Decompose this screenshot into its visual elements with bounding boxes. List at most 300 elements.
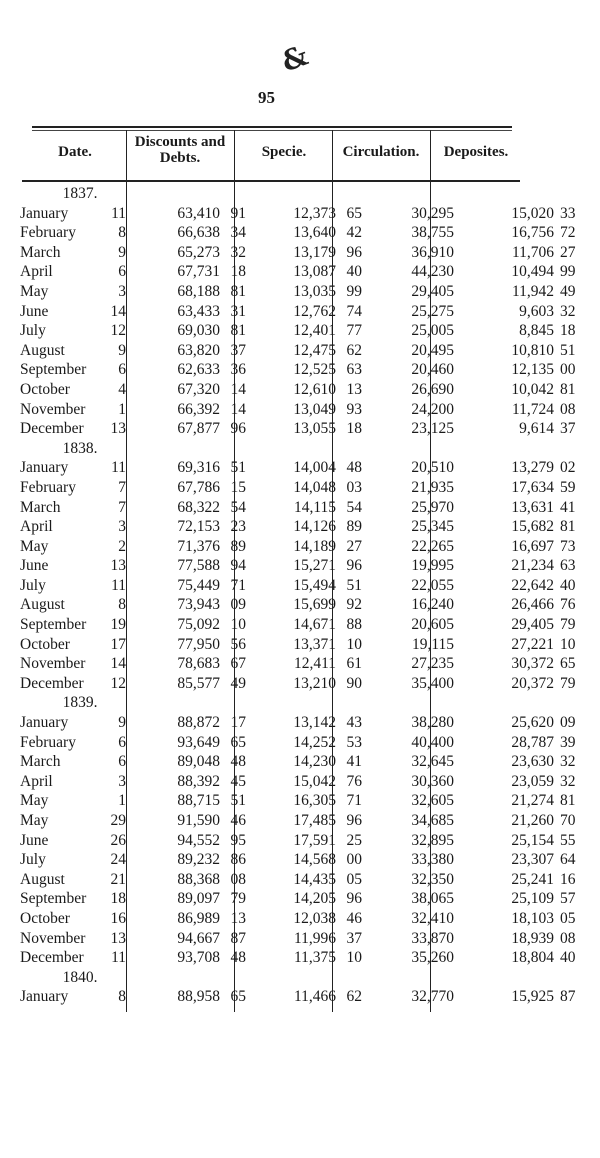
discounts-cents: 45 (230, 772, 246, 790)
specie-value: 17,485 (293, 812, 336, 829)
deposits-cents: 81 (560, 518, 576, 536)
month: December (20, 420, 84, 438)
discounts-value: 67,786 (177, 478, 220, 496)
circulation-value: 38,065 (411, 890, 454, 908)
day: 8 (118, 596, 126, 614)
table-row (20, 400, 598, 420)
circulation-value: 25,970 (411, 498, 454, 516)
table-row (20, 831, 598, 851)
specie-cents: 96 (346, 243, 362, 261)
discounts-cents: 18 (230, 263, 246, 281)
year-label: 1840. (62, 968, 98, 986)
deposits-value: 10,810 (511, 341, 554, 359)
specie-cents: 90 (346, 674, 362, 692)
deposits-value: 10,494 (511, 263, 554, 281)
deposits-cents: 33 (560, 204, 576, 222)
deposits-cents: 02 (560, 459, 576, 477)
specie-value: 14,230 (293, 753, 336, 771)
table-row (20, 733, 598, 753)
deposits-cents: 70 (560, 812, 576, 829)
specie-cents: 37 (346, 929, 362, 947)
table-row (20, 909, 598, 929)
specie-cents: 63 (346, 361, 362, 379)
discounts-value: 89,097 (177, 890, 220, 908)
day: 6 (118, 263, 126, 281)
day: 9 (118, 341, 126, 359)
specie-cents: 89 (346, 518, 362, 536)
table-row (20, 772, 598, 792)
deposits-cents: 16 (560, 870, 576, 888)
specie-cents: 71 (346, 792, 362, 810)
circulation-value: 20,605 (411, 616, 454, 634)
discounts-value: 88,392 (177, 772, 220, 790)
discounts-value: 89,232 (177, 851, 220, 869)
specie-value: 14,115 (293, 498, 336, 516)
day: 12 (110, 674, 126, 692)
deposits-cents: 37 (560, 420, 576, 438)
table-row (20, 204, 598, 224)
deposits-value: 11,724 (511, 400, 554, 418)
table-row (20, 674, 598, 694)
discounts-value: 67,877 (177, 420, 220, 438)
deposits-cents: 08 (560, 400, 576, 418)
day: 29 (110, 812, 126, 829)
table-row (20, 341, 598, 361)
bank-statement-table (20, 184, 598, 1007)
deposits-value: 16,697 (511, 537, 554, 555)
year-heading-row (20, 439, 598, 459)
deposits-value: 28,787 (511, 733, 554, 751)
discounts-cents: 23 (230, 518, 246, 536)
table-row (20, 811, 598, 831)
discounts-value: 68,188 (177, 282, 220, 300)
discounts-value: 88,368 (177, 870, 220, 888)
circulation-value: 19,115 (411, 635, 454, 653)
specie-cents: 18 (346, 420, 362, 438)
discounts-cents: 10 (230, 616, 246, 634)
specie-cents: 62 (346, 988, 362, 1006)
circulation-value: 33,380 (411, 851, 454, 869)
month: May (20, 537, 49, 555)
specie-value: 13,371 (293, 635, 336, 653)
discounts-value: 65,273 (177, 243, 220, 261)
discounts-cents: 79 (230, 890, 246, 908)
specie-value: 13,055 (293, 420, 336, 438)
specie-value: 11,375 (293, 949, 336, 967)
discounts-value: 71,376 (177, 537, 220, 555)
header-bottom-rule (22, 180, 520, 182)
specie-cents: 51 (346, 576, 362, 594)
specie-cents: 10 (346, 949, 362, 967)
specie-value: 12,610 (293, 380, 336, 398)
deposits-cents: 18 (560, 322, 576, 340)
circulation-value: 44,230 (411, 263, 454, 281)
discounts-value: 73,943 (177, 596, 220, 614)
specie-value: 14,568 (293, 851, 336, 869)
day: 13 (110, 557, 126, 575)
circulation-value: 30,295 (411, 204, 454, 222)
discounts-cents: 67 (230, 655, 246, 673)
discounts-value: 75,449 (177, 576, 220, 594)
day: 11 (111, 949, 126, 967)
day: 19 (110, 616, 126, 634)
month: March (20, 753, 61, 771)
specie-cents: 96 (346, 557, 362, 575)
deposits-cents: 00 (560, 361, 576, 379)
discounts-cents: 09 (230, 596, 246, 614)
discounts-value: 68,322 (177, 498, 220, 516)
year-label: 1839. (62, 694, 98, 712)
table-row (20, 850, 598, 870)
deposits-value: 23,630 (511, 753, 554, 771)
deposits-cents: 51 (560, 341, 576, 359)
deposits-cents: 08 (560, 929, 576, 947)
day: 8 (118, 988, 126, 1006)
discounts-value: 94,552 (177, 831, 220, 849)
deposits-cents: 76 (560, 596, 576, 614)
day: 4 (118, 380, 126, 398)
discounts-cents: 56 (230, 635, 246, 653)
circulation-value: 32,645 (411, 753, 454, 771)
deposits-value: 17,634 (511, 478, 554, 496)
specie-cents: 27 (346, 537, 362, 555)
table-row (20, 595, 598, 615)
month: June (20, 302, 49, 320)
month: August (20, 870, 65, 888)
day: 14 (110, 302, 126, 320)
circulation-value: 25,345 (411, 518, 454, 536)
discounts-cents: 37 (230, 341, 246, 359)
deposits-cents: 32 (560, 772, 576, 790)
year-heading-row (20, 968, 598, 988)
circulation-value: 38,755 (411, 224, 454, 242)
discounts-value: 63,410 (177, 204, 220, 222)
discounts-value: 93,708 (177, 949, 220, 967)
discounts-cents: 51 (230, 792, 246, 810)
circulation-value: 19,995 (411, 557, 454, 575)
specie-cents: 88 (346, 616, 362, 634)
discounts-cents: 94 (230, 557, 246, 575)
day: 9 (118, 714, 126, 732)
deposits-value: 18,804 (511, 949, 554, 967)
discounts-cents: 96 (230, 420, 246, 438)
specie-cents: 53 (346, 733, 362, 751)
discounts-value: 69,316 (177, 459, 220, 477)
table-row (20, 713, 598, 733)
circulation-value: 35,400 (411, 674, 454, 692)
discounts-value: 88,715 (177, 792, 220, 810)
day: 1 (118, 792, 126, 810)
deposits-value: 21,260 (511, 812, 554, 829)
discounts-cents: 14 (230, 400, 246, 418)
header-discounts: Discounts and Debts. (134, 134, 226, 166)
specie-cents: 10 (346, 635, 362, 653)
specie-cents: 93 (346, 400, 362, 418)
circulation-value: 34,685 (411, 812, 454, 829)
specie-value: 12,373 (293, 204, 336, 222)
day: 6 (118, 361, 126, 379)
header-specie: Specie. (261, 144, 307, 160)
discounts-value: 85,577 (177, 674, 220, 692)
deposits-value: 10,042 (511, 380, 554, 398)
deposits-value: 15,020 (511, 204, 554, 222)
discounts-value: 77,588 (177, 557, 220, 575)
table-row (20, 889, 598, 909)
month: July (20, 322, 46, 340)
deposits-cents: 39 (560, 733, 576, 751)
month: January (20, 204, 69, 222)
month: May (20, 812, 49, 829)
circulation-value: 20,510 (411, 459, 454, 477)
year-heading-row (20, 693, 598, 713)
month: June (20, 557, 49, 575)
day: 3 (118, 518, 126, 536)
discounts-cents: 36 (230, 361, 246, 379)
month: February (20, 733, 76, 751)
specie-cents: 96 (346, 890, 362, 908)
discounts-value: 67,320 (177, 380, 220, 398)
month: August (20, 596, 65, 614)
table-row (20, 929, 598, 949)
month: April (20, 263, 53, 281)
discounts-value: 62,633 (177, 361, 220, 379)
circulation-value: 36,910 (411, 243, 454, 261)
discounts-value: 66,638 (177, 224, 220, 242)
table-row (20, 752, 598, 772)
specie-value: 13,049 (293, 400, 336, 418)
table-row (20, 654, 598, 674)
day: 13 (110, 420, 126, 438)
deposits-value: 18,103 (511, 909, 554, 927)
discounts-value: 77,950 (177, 635, 220, 653)
specie-value: 12,038 (293, 909, 336, 927)
deposits-cents: 73 (560, 537, 576, 555)
circulation-value: 20,495 (411, 341, 454, 359)
specie-value: 14,252 (293, 733, 336, 751)
month: March (20, 243, 61, 261)
specie-value: 14,205 (293, 890, 336, 908)
deposits-value: 25,241 (511, 870, 554, 888)
deposits-cents: 55 (560, 831, 576, 849)
specie-cents: 99 (346, 282, 362, 300)
circulation-value: 27,235 (411, 655, 454, 673)
specie-cents: 65 (346, 204, 362, 222)
deposits-value: 8,845 (519, 322, 554, 340)
day: 7 (118, 498, 126, 516)
table-top-rule-thin (32, 130, 512, 131)
header-deposits: Deposites. (443, 144, 509, 160)
month: January (20, 988, 69, 1006)
month: May (20, 282, 49, 300)
specie-value: 12,411 (293, 655, 336, 673)
specie-value: 11,996 (293, 929, 336, 947)
discounts-value: 78,683 (177, 655, 220, 673)
year-heading-row (20, 184, 598, 204)
deposits-cents: 79 (560, 616, 576, 634)
specie-value: 15,042 (293, 772, 336, 790)
deposits-value: 9,603 (519, 302, 554, 320)
day: 11 (111, 459, 126, 477)
circulation-value: 32,770 (411, 988, 454, 1006)
discounts-value: 63,820 (177, 341, 220, 359)
day: 18 (110, 890, 126, 908)
discounts-cents: 32 (230, 243, 246, 261)
specie-value: 14,189 (293, 537, 336, 555)
deposits-cents: 64 (560, 851, 576, 869)
deposits-cents: 63 (560, 557, 576, 575)
discounts-cents: 71 (230, 576, 246, 594)
month: April (20, 772, 53, 790)
circulation-value: 16,240 (411, 596, 454, 614)
circulation-value: 38,280 (411, 714, 454, 732)
month: September (20, 361, 87, 379)
circulation-value: 30,360 (411, 772, 454, 790)
table-row (20, 556, 598, 576)
specie-value: 12,525 (293, 361, 336, 379)
discounts-cents: 15 (230, 478, 246, 496)
circulation-value: 26,690 (411, 380, 454, 398)
month: October (20, 380, 70, 398)
deposits-cents: 27 (560, 243, 576, 261)
discounts-cents: 34 (230, 224, 246, 242)
table-row (20, 223, 598, 243)
month: March (20, 498, 61, 516)
circulation-value: 32,350 (411, 870, 454, 888)
deposits-value: 9,614 (519, 420, 554, 438)
deposits-value: 16,756 (511, 224, 554, 242)
discounts-cents: 08 (230, 870, 246, 888)
specie-cents: 96 (346, 812, 362, 829)
month: October (20, 909, 70, 927)
table-row (20, 498, 598, 518)
day: 14 (110, 655, 126, 673)
circulation-value: 25,005 (411, 322, 454, 340)
discounts-cents: 46 (230, 812, 246, 829)
specie-cents: 54 (346, 498, 362, 516)
month: June (20, 831, 49, 849)
specie-cents: 13 (346, 380, 362, 398)
deposits-value: 15,925 (511, 988, 554, 1006)
specie-value: 14,435 (293, 870, 336, 888)
specie-value: 13,210 (293, 674, 336, 692)
deposits-cents: 57 (560, 890, 576, 908)
deposits-cents: 79 (560, 674, 576, 692)
specie-value: 15,271 (293, 557, 336, 575)
specie-cents: 74 (346, 302, 362, 320)
deposits-value: 13,279 (511, 459, 554, 477)
day: 17 (110, 635, 126, 653)
discounts-cents: 95 (230, 831, 246, 849)
month: November (20, 400, 86, 418)
day: 24 (110, 851, 126, 869)
discounts-value: 75,092 (177, 616, 220, 634)
circulation-value: 32,410 (411, 909, 454, 927)
specie-cents: 03 (346, 478, 362, 496)
day: 11 (111, 576, 126, 594)
circulation-value: 24,200 (411, 400, 454, 418)
deposits-cents: 49 (560, 282, 576, 300)
discounts-cents: 51 (230, 459, 246, 477)
deposits-cents: 32 (560, 302, 576, 320)
month: December (20, 674, 84, 692)
month: September (20, 616, 87, 634)
deposits-value: 29,405 (511, 616, 554, 634)
deposits-cents: 32 (560, 753, 576, 771)
specie-cents: 40 (346, 263, 362, 281)
table-row (20, 419, 598, 439)
specie-value: 12,762 (293, 302, 336, 320)
circulation-value: 22,055 (411, 576, 454, 594)
table-row (20, 870, 598, 890)
month: July (20, 576, 46, 594)
specie-value: 16,305 (293, 792, 336, 810)
deposits-value: 21,274 (511, 792, 554, 810)
month: December (20, 949, 84, 967)
deposits-cents: 87 (560, 988, 576, 1006)
circulation-value: 21,935 (411, 478, 454, 496)
header-circulation: Circulation. (342, 144, 420, 160)
handwritten-mark: & (277, 38, 313, 79)
month: April (20, 518, 53, 536)
month: July (20, 851, 46, 869)
specie-value: 13,179 (293, 243, 336, 261)
specie-cents: 25 (346, 831, 362, 849)
deposits-cents: 72 (560, 224, 576, 242)
deposits-value: 22,642 (511, 576, 554, 594)
circulation-value: 33,870 (411, 929, 454, 947)
month: January (20, 714, 69, 732)
table-row (20, 282, 598, 302)
day: 3 (118, 772, 126, 790)
specie-cents: 05 (346, 870, 362, 888)
circulation-value: 32,605 (411, 792, 454, 810)
specie-cents: 41 (346, 753, 362, 771)
discounts-value: 94,667 (177, 929, 220, 947)
circulation-value: 35,260 (411, 949, 454, 967)
deposits-value: 15,682 (511, 518, 554, 536)
table-row (20, 380, 598, 400)
deposits-cents: 65 (560, 655, 576, 673)
table-row (20, 302, 598, 322)
deposits-value: 20,372 (511, 674, 554, 692)
circulation-value: 29,405 (411, 282, 454, 300)
day: 12 (110, 322, 126, 340)
discounts-cents: 14 (230, 380, 246, 398)
table-row (20, 517, 598, 537)
circulation-value: 40,400 (411, 733, 454, 751)
deposits-cents: 41 (560, 498, 576, 516)
discounts-value: 72,153 (177, 518, 220, 536)
discounts-value: 93,649 (177, 733, 220, 751)
specie-value: 12,401 (293, 322, 336, 340)
specie-value: 14,048 (293, 478, 336, 496)
discounts-value: 66,392 (177, 400, 220, 418)
table-row (20, 948, 598, 968)
specie-cents: 46 (346, 909, 362, 927)
table-row (20, 987, 598, 1007)
deposits-value: 11,942 (511, 282, 554, 300)
discounts-cents: 81 (230, 282, 246, 300)
specie-cents: 43 (346, 714, 362, 732)
deposits-cents: 09 (560, 714, 576, 732)
day: 26 (110, 831, 126, 849)
discounts-cents: 48 (230, 753, 246, 771)
month: November (20, 655, 86, 673)
month: February (20, 224, 76, 242)
discounts-cents: 17 (230, 714, 246, 732)
discounts-value: 67,731 (177, 263, 220, 281)
specie-value: 14,671 (293, 616, 336, 634)
